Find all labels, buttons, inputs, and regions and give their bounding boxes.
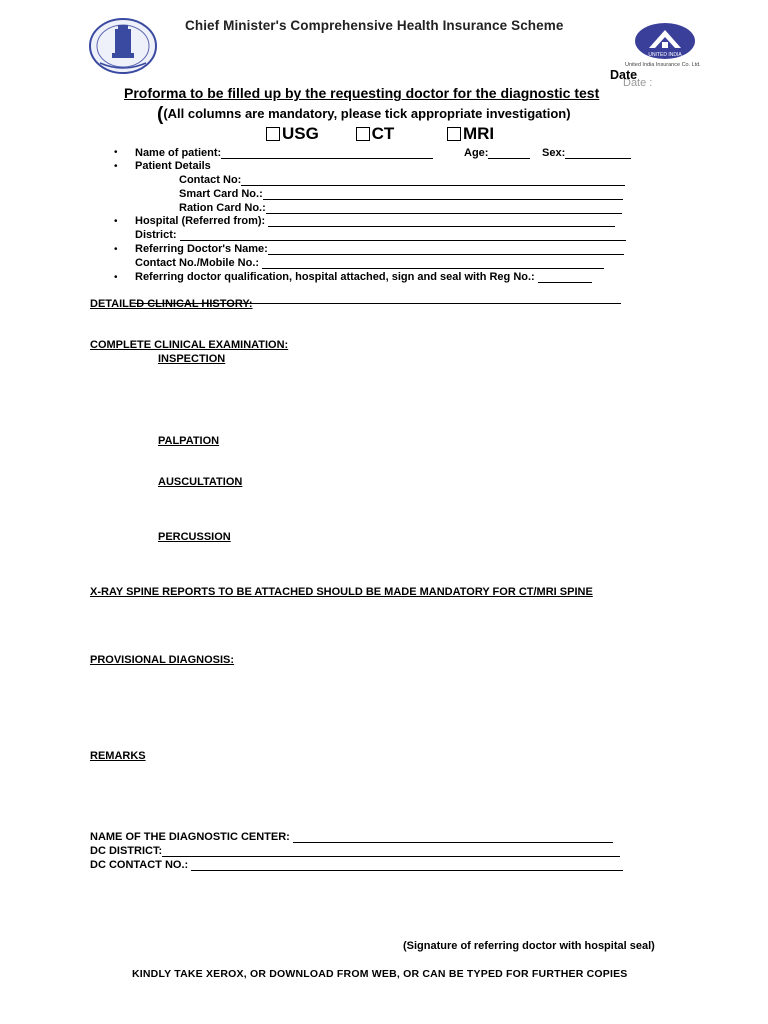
remarks-heading: REMARKS <box>90 750 146 762</box>
form-title: Proforma to be filled up by the requesting doctor for the diagnostic test <box>124 85 600 101</box>
checkbox-box-icon <box>447 127 461 141</box>
form-instruction <box>157 104 571 126</box>
contact-no-label: Contact No: <box>179 174 242 186</box>
contact-mobile-line[interactable] <box>262 257 604 269</box>
hospital-field[interactable] <box>135 215 615 227</box>
contact-mobile-field[interactable] <box>135 257 604 269</box>
bullet-icon: • <box>114 244 118 255</box>
tamil-nadu-seal-logo <box>88 17 158 75</box>
ct-label: CT <box>371 124 395 143</box>
footer-note: KINDLY TAKE XEROX, OR DOWNLOAD FROM WEB, OR CAN BE TYPED FOR FURTHER COPIES <box>132 968 628 980</box>
dc-district-field[interactable] <box>90 845 620 857</box>
qualification-line[interactable] <box>538 271 592 283</box>
age-field[interactable] <box>464 147 530 159</box>
instruction-paren: ( <box>157 104 164 125</box>
checkbox-box-icon <box>356 127 370 141</box>
contact-mobile-label: Contact No./Mobile No.: <box>135 257 260 269</box>
patient-name-label: Name of patient: <box>135 147 222 159</box>
patient-name-line[interactable] <box>221 147 433 159</box>
mri-checkbox[interactable] <box>447 124 494 144</box>
sex-label: Sex: <box>542 147 566 159</box>
sex-line[interactable] <box>565 147 631 159</box>
clinical-exam-heading: COMPLETE CLINICAL EXAMINATION: <box>90 339 289 351</box>
age-label: Age: <box>464 147 489 159</box>
date-ghost-label: Date : <box>623 77 653 89</box>
provisional-diagnosis-heading: PROVISIONAL DIAGNOSIS: <box>90 654 235 666</box>
dc-contact-field[interactable] <box>90 859 623 871</box>
dc-contact-line[interactable] <box>191 859 623 871</box>
ref-doctor-field[interactable] <box>135 243 624 255</box>
smart-card-line[interactable] <box>263 188 623 200</box>
united-india-logo <box>634 22 696 60</box>
bullet-icon: • <box>114 272 118 283</box>
percussion-heading: PERCUSSION <box>158 531 231 543</box>
scheme-title: Chief Minister's Comprehensive Health Insurance Scheme <box>185 18 564 33</box>
bullet-icon: • <box>114 161 118 172</box>
dc-district-line[interactable] <box>162 845 620 857</box>
ration-card-field[interactable] <box>179 202 622 214</box>
inspection-heading: INSPECTION <box>158 353 226 365</box>
bullet-icon: • <box>114 216 118 227</box>
auscultation-heading: AUSCULTATION <box>158 476 243 488</box>
smart-card-label: Smart Card No.: <box>179 188 263 200</box>
qualification-field[interactable] <box>135 271 592 283</box>
qualification-label: Referring doctor qualification, hospital attached, sign and seal with Reg No.: <box>135 271 535 283</box>
contact-no-line[interactable] <box>241 174 625 186</box>
patient-details-label: Patient Details <box>135 160 211 172</box>
usg-label: USG <box>282 124 319 143</box>
date-label: Date <box>610 68 638 82</box>
ref-doctor-line[interactable] <box>268 243 624 255</box>
ration-card-label: Ration Card No.: <box>179 202 266 214</box>
hospital-line[interactable] <box>268 215 615 227</box>
patient-name-field[interactable] <box>135 147 433 159</box>
district-line[interactable] <box>180 229 626 241</box>
ct-checkbox[interactable] <box>356 124 395 144</box>
dc-name-field[interactable] <box>90 831 613 843</box>
smart-card-field[interactable] <box>179 188 623 200</box>
mri-label: MRI <box>462 124 495 143</box>
district-label: District: <box>135 229 177 241</box>
checkbox-box-icon <box>266 127 280 141</box>
age-line[interactable] <box>488 147 530 159</box>
instruction-text: (All columns are mandatory, please tick appropriate investigation) <box>163 106 571 121</box>
sex-field[interactable] <box>542 147 631 159</box>
district-field[interactable] <box>135 229 626 241</box>
ration-card-line[interactable] <box>266 202 622 214</box>
insurer-logo-text: UNITED INDIA <box>648 52 682 58</box>
signature-note: (Signature of referring doctor with hospital seal) <box>403 940 655 952</box>
investigation-options <box>266 124 494 146</box>
contact-no-field[interactable] <box>179 174 625 186</box>
insurer-name: United India Insurance Co. Ltd. <box>625 62 701 68</box>
dc-contact-label: DC CONTACT NO.: <box>90 859 189 871</box>
bullet-icon: • <box>114 147 118 158</box>
hospital-label: Hospital (Referred from): <box>135 215 266 227</box>
ref-doctor-label: Referring Doctor's Name: <box>135 243 268 255</box>
xray-note: X-RAY SPINE REPORTS TO BE ATTACHED SHOULD BE MADE MANDATORY FOR CT/MRI SPINE <box>90 586 593 598</box>
dc-name-line[interactable] <box>293 831 613 843</box>
usg-checkbox[interactable] <box>266 124 319 144</box>
clinical-history-heading: DETAILED CLINICAL HISTORY: <box>90 298 253 310</box>
palpation-heading: PALPATION <box>158 435 220 447</box>
dc-district-label: DC DISTRICT: <box>90 845 163 857</box>
dc-name-label: NAME OF THE DIAGNOSTIC CENTER: <box>90 831 290 843</box>
